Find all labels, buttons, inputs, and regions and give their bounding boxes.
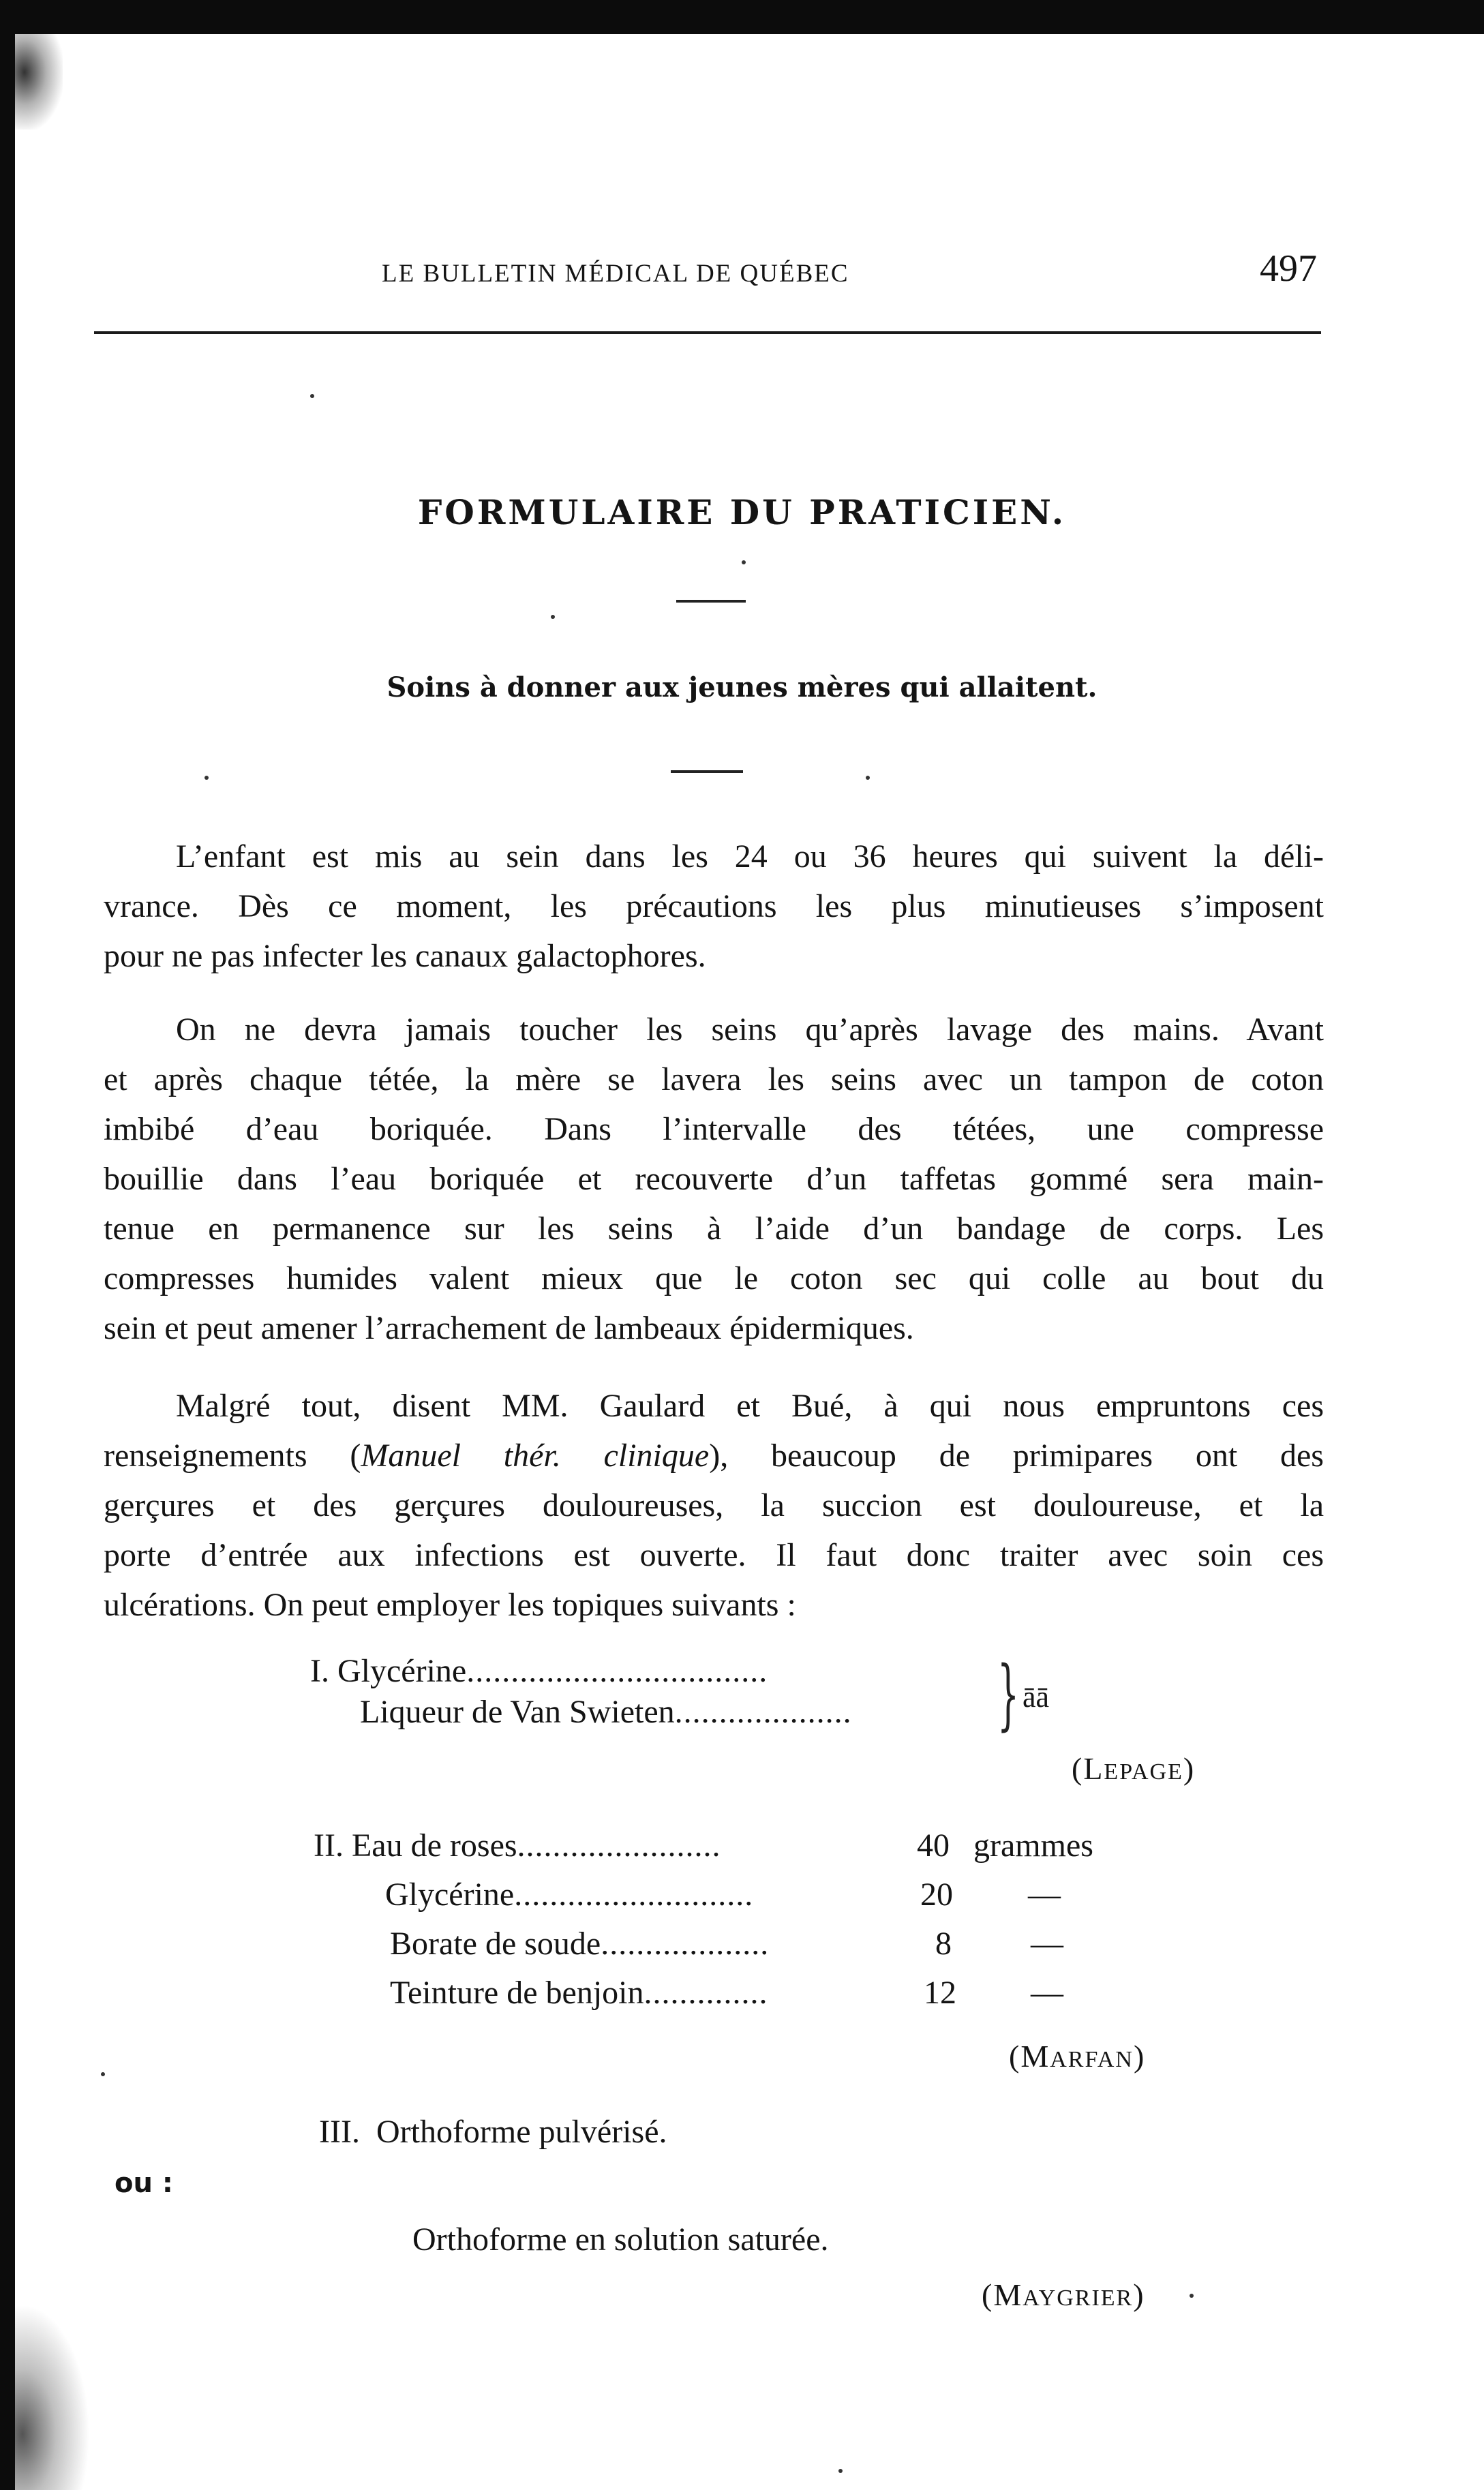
formula-2-row xyxy=(390,1974,768,2011)
ingredient-qty: 12 xyxy=(924,1975,956,2011)
ingredient-name: Borate de soude xyxy=(390,1926,601,1962)
text-line: et après chaque tétée, la mère se lavera les seins avec un tampon de coton xyxy=(104,1061,1324,1097)
ingredient-name: Glycérine xyxy=(385,1877,515,1913)
small-caps-text: AYGRIER xyxy=(1023,2286,1134,2311)
paragraph-2 xyxy=(104,1005,1324,1353)
author-citation: (MARFAN) xyxy=(1009,2039,1146,2074)
dot-leader: .............. xyxy=(643,1975,768,2011)
separator-dash xyxy=(671,770,743,773)
page-number: 497 xyxy=(1260,247,1317,290)
scan-speck xyxy=(1190,2294,1194,2298)
scan-left-border xyxy=(0,0,15,2490)
ingredient-name: Glycérine xyxy=(337,1653,467,1689)
scan-speck xyxy=(742,560,746,564)
formula-1-line-2 xyxy=(360,1693,852,1731)
running-head: LE BULLETIN MÉDICAL DE QUÉBEC xyxy=(382,260,849,288)
author-citation: (MAYGRIER) xyxy=(982,2277,1145,2312)
text-line: imbibé d’eau boriquée. Dans l’intervalle des tétées, une compresse xyxy=(104,1111,1324,1147)
scan-smudge xyxy=(15,2304,90,2490)
text-line: L’enfant est mis au sein dans les 24 ou 36 heures qui suivent la déli- xyxy=(176,838,1324,875)
scan-speck xyxy=(101,2072,105,2076)
ingredient-name: Eau de roses xyxy=(351,1827,517,1864)
text-line: compresses humides valent mieux que le coton sec qui colle au bout du xyxy=(104,1260,1324,1296)
text-line: tenue en permanence sur les seins à l’aide d’un bandage de corps. Les xyxy=(104,1211,1324,1247)
scan-top-border xyxy=(0,0,1484,34)
formula-2-row xyxy=(390,1925,769,1962)
dot-leader: .................... xyxy=(674,1694,852,1730)
scan-speck xyxy=(838,2469,843,2473)
text-line: pour ne pas infecter les canaux galactophores. xyxy=(104,938,706,974)
dot-leader: ....................... xyxy=(517,1827,721,1864)
formula-3-line-2: Orthoforme en solution saturée. xyxy=(412,2221,829,2258)
scan-speck xyxy=(866,776,870,780)
scan-speck xyxy=(205,776,209,780)
formula-numeral: II. xyxy=(314,1827,344,1864)
ingredient-unit: grammes xyxy=(973,1827,1093,1864)
ingredient-name: Liqueur de Van Swieten xyxy=(360,1694,675,1730)
formula-1-line-1 xyxy=(310,1652,768,1690)
book-title: Manuel thér. clinique xyxy=(361,1438,710,1474)
ingredient-qty: 8 xyxy=(935,1926,952,1962)
scan-speck xyxy=(551,615,555,619)
ingredient-qty: 40 xyxy=(917,1827,950,1864)
text-line: On ne devra jamais toucher les seins qu’après lavage des mains. Avant xyxy=(176,1012,1324,1048)
formula-2-row xyxy=(385,1876,753,1913)
ingredient-unit: — xyxy=(1028,1877,1061,1913)
formula-numeral: I. xyxy=(310,1653,329,1689)
author-citation: (LEPAGE) xyxy=(1072,1751,1196,1786)
scan-speck xyxy=(310,394,314,398)
separator-dash xyxy=(676,600,746,603)
small-caps-text: ARFAN xyxy=(1050,2047,1134,2072)
small-caps-text: EPAGE xyxy=(1104,1759,1183,1785)
ingredient-qty: 20 xyxy=(920,1877,953,1913)
text-line: porte d’entrée aux infections est ouverte. Il faut donc traiter avec soin ces xyxy=(104,1537,1324,1573)
text-line: Malgré tout, disent MM. Gaulard et Bué, à qui nous empruntons ces xyxy=(176,1388,1324,1424)
dot-leader: ................... xyxy=(601,1926,770,1962)
paragraph-1 xyxy=(104,832,1324,981)
quantity-aa: āā xyxy=(1023,1680,1050,1714)
text-line: gerçures et des gerçures douloureuses, la succion est douloureuse, et la xyxy=(104,1487,1324,1523)
text-line: renseignements (Manuel thér. clinique), beaucoup de primipares ont des xyxy=(104,1438,1324,1474)
formula-numeral: III. xyxy=(319,2114,360,2150)
paragraph-3 xyxy=(104,1381,1324,1630)
section-title: FORMULAIRE DU PRATICIEN. xyxy=(417,492,1067,532)
text-line: vrance. Dès ce moment, les précautions les plus minutieuses s’imposent xyxy=(104,888,1324,924)
dot-leader: .................................. xyxy=(466,1653,768,1689)
formula-3-line-1 xyxy=(319,2113,667,2151)
brace-glyph: } xyxy=(997,1650,1020,1739)
ingredient-unit: — xyxy=(1031,1926,1063,1962)
text-line: bouillie dans l’eau boriquée et recouverte d’un taffetas gommé sera main- xyxy=(104,1161,1324,1197)
text-line: ulcérations. On peut employer les topiques suivants : xyxy=(104,1587,796,1623)
or-label: ou : xyxy=(115,2168,173,2199)
formula-2-row xyxy=(314,1827,721,1864)
scan-smudge xyxy=(15,34,63,130)
section-subtitle: Soins à donner aux jeunes mères qui allaitent. xyxy=(387,671,1097,703)
ingredient-unit: — xyxy=(1031,1975,1063,2011)
ingredient-name: Teinture de benjoin xyxy=(390,1975,644,2011)
text-line: sein et peut amener l’arrachement de lambeaux épidermiques. xyxy=(104,1310,914,1346)
header-rule xyxy=(94,331,1321,334)
ingredient-name: Orthoforme pulvérisé. xyxy=(376,2114,667,2150)
dot-leader: ........................... xyxy=(514,1877,754,1913)
